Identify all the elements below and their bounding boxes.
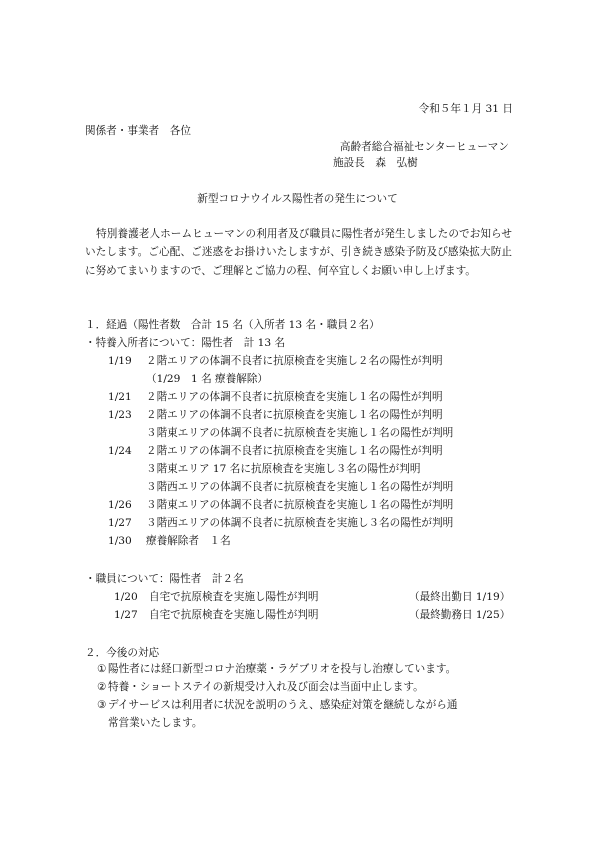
entry-date: 1/26: [108, 499, 132, 511]
addressee: 関係者・事業者 各位: [85, 125, 191, 137]
entry-date: 1/27: [108, 517, 132, 529]
entry-date: 1/24: [108, 445, 132, 457]
entry-text: ３階西エリアの体調不良者に抗原検査を実施し１名の陽性が判明: [146, 481, 454, 493]
resident-entry: [108, 516, 453, 530]
entry-text: ２階エリアの体調不良者に抗原検査を実施し２名の陽性が判明: [146, 355, 443, 367]
director-name: 施設長 森 弘樹: [333, 157, 418, 169]
item-marker: ③: [97, 699, 107, 711]
entry-text: ３階東エリア 17 名に抗原検査を実施し３名の陽性が判明: [146, 463, 421, 475]
staff-entry-text: 自宅で抗原検査を実施し陽性が判明: [149, 609, 319, 621]
entry-date: 1/30: [108, 535, 132, 547]
resident-entry: [108, 444, 443, 458]
action-item: [97, 696, 515, 733]
section2-heading: ２．今後の対応: [85, 647, 160, 659]
item-marker: ②: [97, 681, 107, 693]
entry-text: ３階東エリアの体調不良者に抗原検査を実施し１名の陽性が判明: [146, 499, 454, 511]
item-text: 陽性者には経口新型コロナ治療薬・ラゲブリオを投与し治療しています。: [108, 663, 457, 675]
entry-date: 1/21: [108, 391, 132, 403]
resident-entry: [108, 498, 453, 512]
intro-text: 特別養護老人ホームヒューマンの利用者及び職員に陽性者が発生しましたのでお知らせいたします。ご心配、ご迷惑をお掛けいたしますが、引き続き感染予防及び感染拡大防止に努めてまいりますので、ご理解とご協力の程、何卒宜しくお願い申し上げます。: [85, 228, 512, 277]
item-text: 特養・ショートステイの新規受け入れ及び面会は当面中止します。: [108, 681, 424, 693]
action-item: [97, 660, 515, 678]
document-date: 令和５年１月 31 日: [418, 103, 513, 115]
intro-paragraph: [85, 225, 512, 280]
organization-name: 高齢者総合福祉センターヒューマン: [339, 141, 509, 153]
entry-date: 1/19: [108, 355, 132, 367]
entry-date: 1/23: [108, 409, 132, 421]
resident-entry: [146, 426, 453, 440]
entry-text: ３階東エリアの体調不良者に抗原検査を実施し１名の陽性が判明: [146, 427, 454, 439]
item-marker: ①: [97, 663, 107, 675]
entry-text: ２階エリアの体調不良者に抗原検査を実施し１名の陽性が判明: [146, 445, 443, 457]
staff-entry-date: 1/20: [114, 591, 138, 603]
entry-text: 療養解除者 １名: [146, 535, 231, 547]
staff-entry-text: 自宅で抗原検査を実施し陽性が判明: [149, 591, 319, 603]
resident-entry: [108, 354, 443, 368]
document-title: 新型コロナウイルス陽性者の発生について: [197, 193, 398, 205]
entry-text: ２階エリアの体調不良者に抗原検査を実施し１名の陽性が判明: [146, 391, 443, 403]
staff-entry-note: （最終勤務日 1/25）: [409, 609, 511, 621]
action-item: [97, 678, 515, 696]
item-text-continued: 常営業いたします。: [108, 717, 203, 730]
resident-entry: [146, 372, 268, 386]
residents-heading: ・特養入所者について：陽性者 計 13 名: [85, 337, 286, 349]
item-text: デイサービスは利用者に状況を説明のうえ、感染症対策を継続しながら通: [108, 699, 458, 711]
resident-entry: [108, 534, 231, 548]
entry-text: ３階西エリアの体調不良者に抗原検査を実施し３名の陽性が判明: [146, 517, 454, 529]
resident-entry: [146, 480, 453, 494]
entry-text: ２階エリアの体調不良者に抗原検査を実施し１名の陽性が判明: [146, 409, 443, 421]
staff-entry: [114, 590, 319, 604]
resident-entry: [146, 462, 420, 476]
section1-heading: １．経過（陽性者数 合計 15 名（入所者 13 名・職員２名）: [85, 319, 380, 331]
staff-entry: [114, 608, 319, 622]
staff-entry-note: （最終出勤日 1/19）: [409, 591, 511, 603]
staff-heading: ・職員について：陽性者 計２名: [85, 573, 244, 585]
resident-entry: [108, 390, 443, 404]
resident-entry: [108, 408, 443, 422]
entry-text: （1/29 1 名 療養解除）: [146, 373, 269, 385]
staff-entry-date: 1/27: [114, 609, 138, 621]
